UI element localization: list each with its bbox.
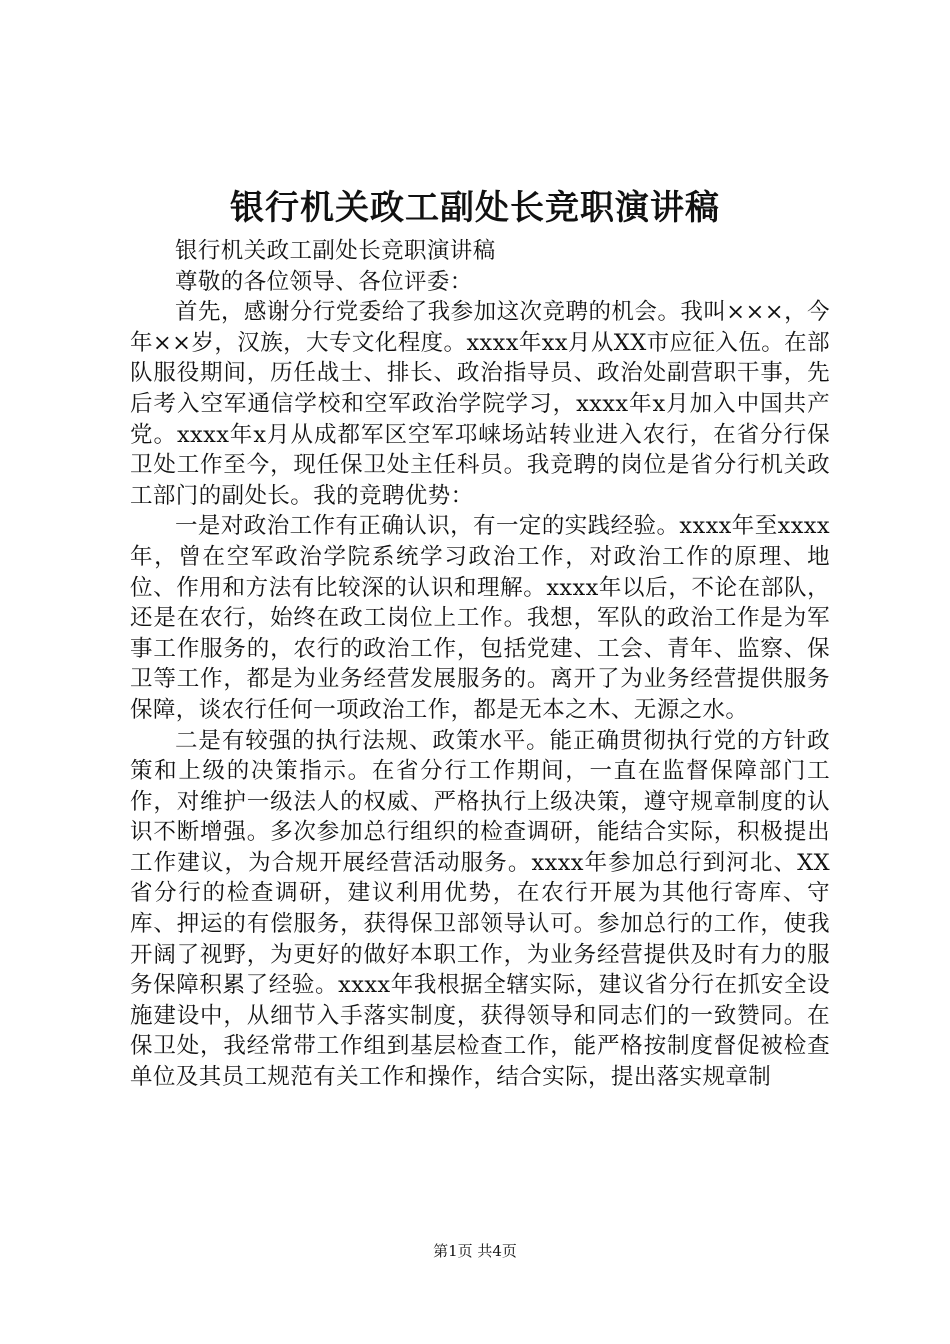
paragraph-introduction: 首先，感谢分行党委给了我参加这次竞聘的机会。我叫×××，今年××岁，汉族，大专文化程度。xxxx年xx月从XX市应征入伍。在部队服役期间，历任战士、排长、政治指导员、政治处副营职干事，先后考入空军通信学校和空军政治学院学习，xxxx年x月加入中国共产党。xxxx年x月从成都军区空军邛崃场站转业进入农行，在省分行保卫处工作至今，现任保卫处主任科员。我竞聘的岗位是省分行机关政工部门的副处长。我的竞聘优势： xyxy=(130,299,830,509)
paragraph-advantage-two: 二是有较强的执行法规、政策水平。能正确贯彻执行党的方针政策和上级的决策指示。在省分行工作期间，一直在监督保障部门工作，对维护一级法人的权威、严格执行上级决策，遵守规章制度的认识不断增强。多次参加总行组织的检查调研，能结合实际，积极提出工作建议，为合规开展经营活动服务。xxxx年参加总行到河北、XX省分行的检查调研，建议利用优势，在农行开展为其他行寄库、守库、押运的有偿服务，获得保卫部领导认可。参加总行的工作，使我开阔了视野，为更好的做好本职工作，为业务经营提供及时有力的服务保障积累了经验。xxxx年我根据全辖实际，建议省分行在抓安全设施建设中，从细节入手落实制度，获得领导和同志们的一致赞同。在保卫处，我经常带工作组到基层检查工作，能严格按制度督促被检查单位及其员工规范有关工作和操作，结合实际，提出落实规章制 xyxy=(130,727,830,1091)
document-body xyxy=(130,236,830,1093)
page-footer: 第1页 共4页 xyxy=(433,1242,517,1260)
paragraph-advantage-one: 一是对政治工作有正确认识，有一定的实践经验。xxxx年至xxxx年，曾在空军政治学院系统学习政治工作，对政治工作的原理、地位、作用和方法有比较深的认识和理解。xxxx年以后，不论在部队，还是在农行，始终在政工岗位上工作。我想，军队的政治工作是为军事工作服务的，农行的政治工作，包括党建、工会、青年、监察、保卫等工作，都是为业务经营发展服务的。离开了为业务经营提供服务保障，谈农行任何一项政治工作，都是无本之木、无源之水。 xyxy=(130,513,830,723)
paragraph-salutation: 尊敬的各位领导、各位评委： xyxy=(175,268,473,295)
paragraph-subtitle: 银行机关政工副处长竞职演讲稿 xyxy=(175,238,496,264)
document-title: 银行机关政工副处长竞职演讲稿 xyxy=(230,188,720,228)
